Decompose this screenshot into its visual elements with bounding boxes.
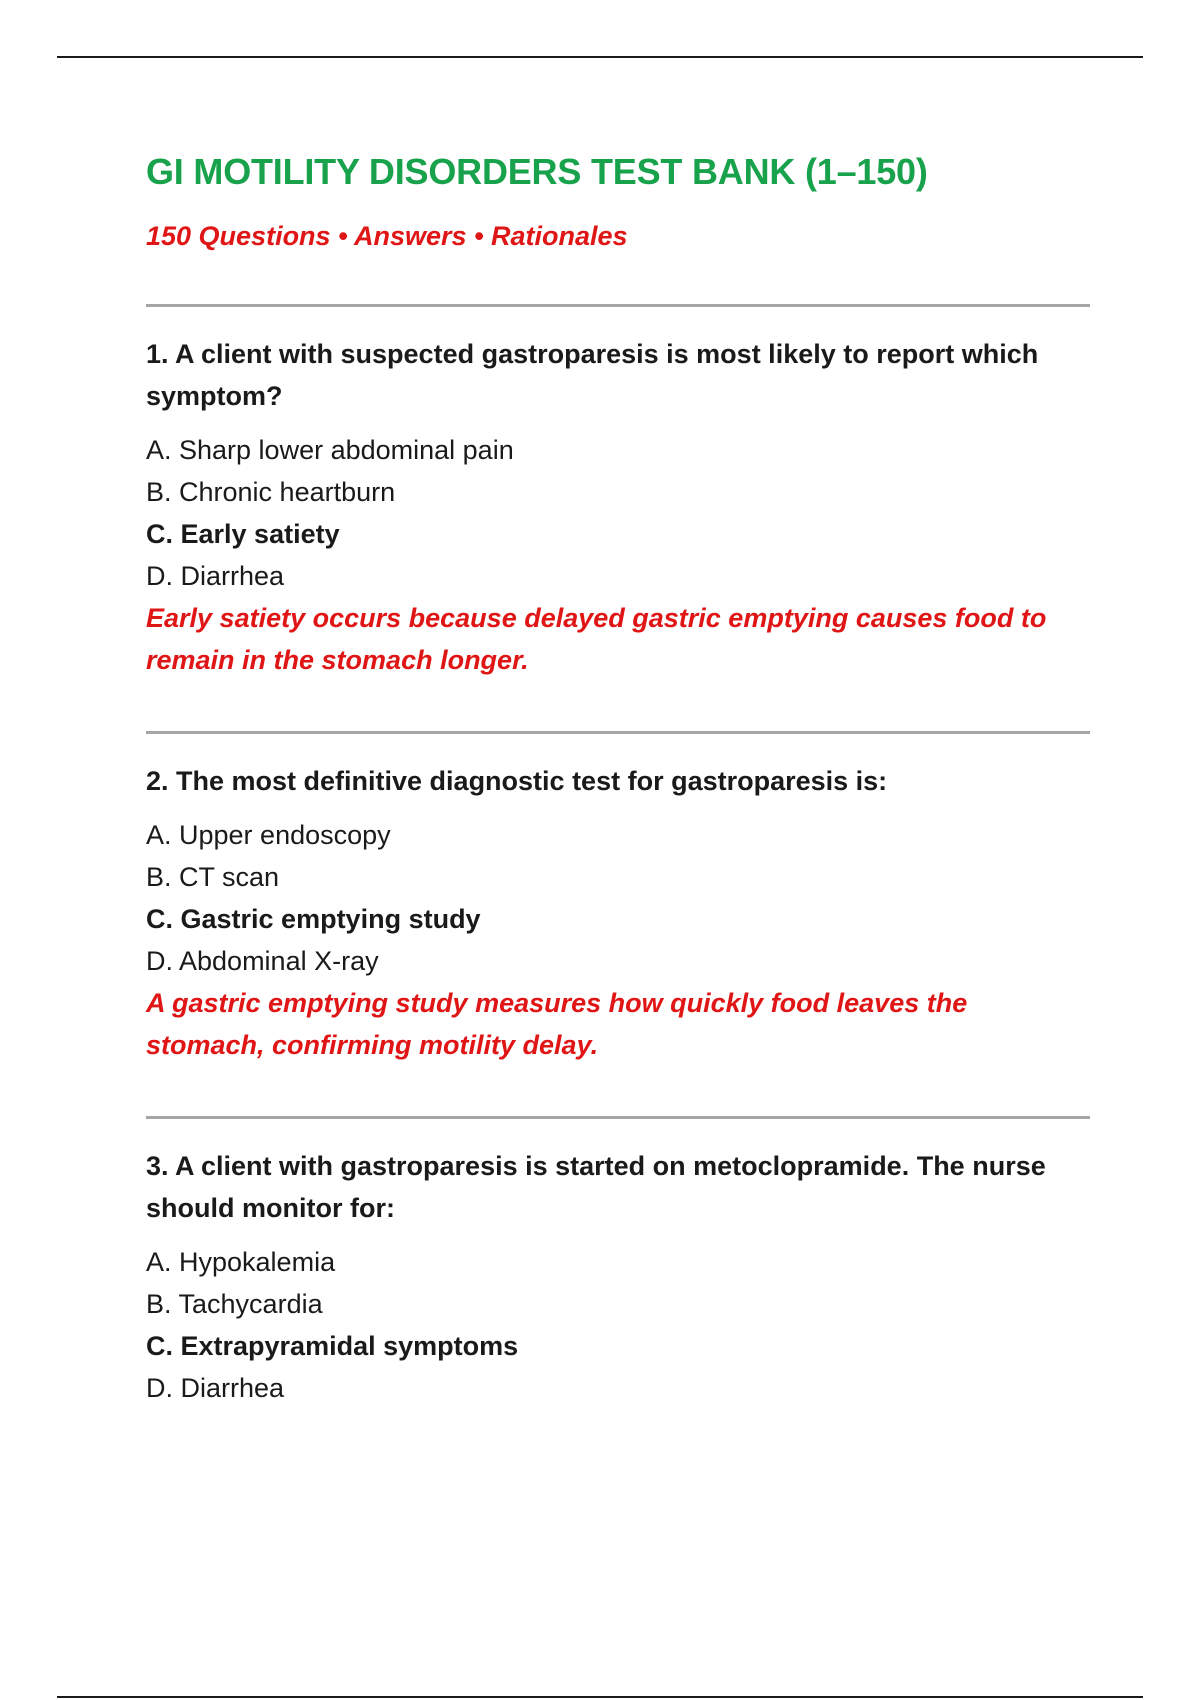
option-a: A. Upper endoscopy: [146, 820, 391, 850]
question-prompt: 3. A client with gastroparesis is started on metoclopramide. The nurse should monitor for:: [146, 1151, 1046, 1223]
option-c-correct: C. Extrapyramidal symptoms: [146, 1331, 519, 1361]
option-b: B. CT scan: [146, 862, 280, 892]
option-c-correct: C. Gastric emptying study: [146, 904, 481, 934]
option-a: A. Sharp lower abdominal pain: [146, 435, 514, 465]
answer-options: [146, 429, 1090, 597]
page-bottom-rule: [57, 1696, 1143, 1698]
option-d: D. Abdominal X-ray: [146, 946, 379, 976]
question-2: [146, 734, 1090, 1066]
question-prompt: 1. A client with suspected gastroparesis is most likely to report which symptom?: [146, 339, 1039, 411]
document-subtitle: 150 Questions • Answers • Rationales: [146, 221, 628, 251]
question-1: [146, 307, 1090, 681]
question-3: [146, 1119, 1090, 1409]
answer-options: [146, 814, 1090, 982]
option-b: B. Tachycardia: [146, 1289, 323, 1319]
page-top-rule: [57, 56, 1143, 58]
document-title: GI MOTILITY DISORDERS TEST BANK (1–150): [146, 151, 928, 192]
option-d: D. Diarrhea: [146, 561, 285, 591]
option-a: A. Hypokalemia: [146, 1247, 336, 1277]
rationale: Early satiety occurs because delayed gastric emptying causes food to remain in the stomach longer.: [146, 603, 1047, 675]
option-d: D. Diarrhea: [146, 1373, 285, 1403]
option-b: B. Chronic heartburn: [146, 477, 396, 507]
document-body: [146, 148, 1090, 1409]
option-c-correct: C. Early satiety: [146, 519, 340, 549]
rationale: A gastric emptying study measures how quickly food leaves the stomach, confirming motility delay.: [146, 988, 968, 1060]
answer-options: [146, 1241, 1090, 1409]
question-prompt: 2. The most definitive diagnostic test for gastroparesis is:: [146, 766, 888, 796]
